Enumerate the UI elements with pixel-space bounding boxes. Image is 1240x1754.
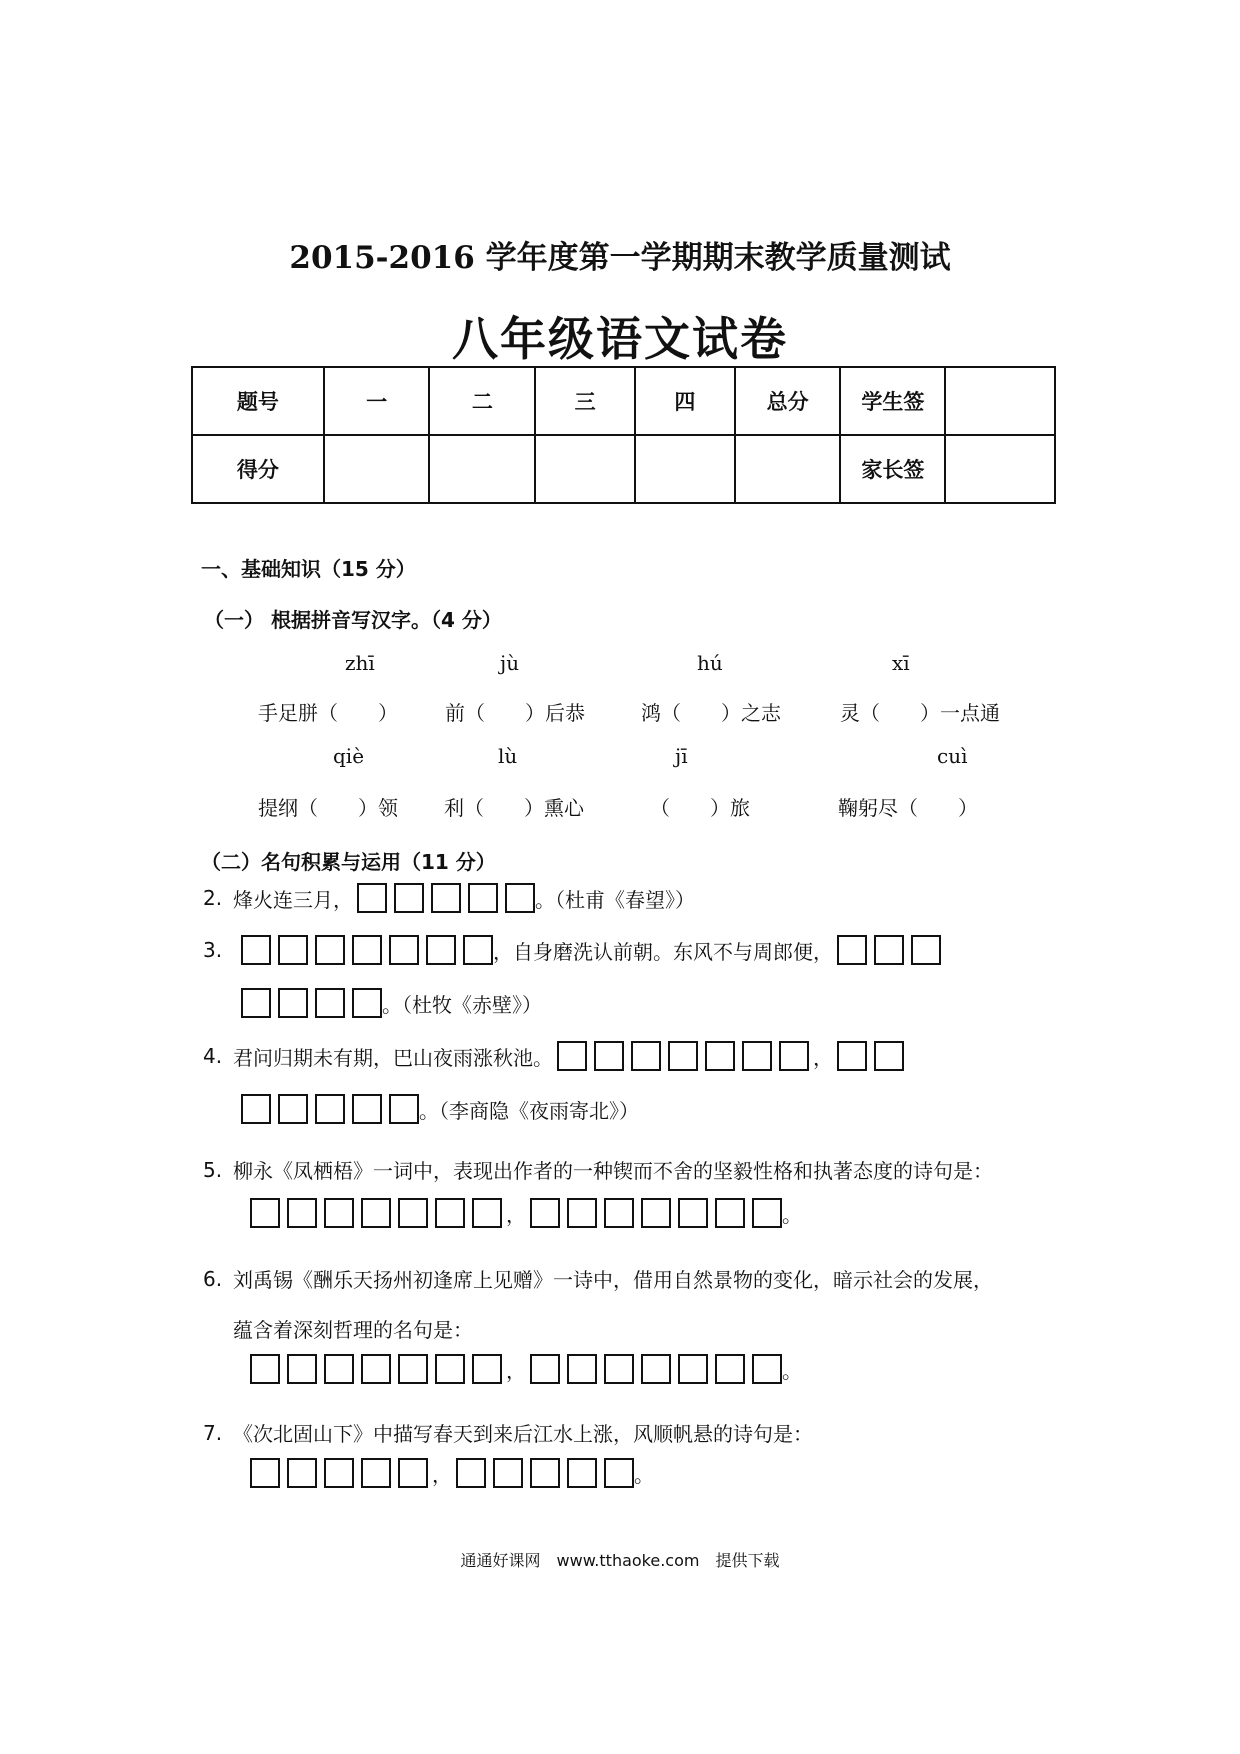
exam-title: 2015-2016 学年度第一学期期末教学质量测试 xyxy=(289,240,951,276)
answer-box[interactable] xyxy=(456,1458,486,1488)
answer-box[interactable] xyxy=(567,1354,597,1384)
score-table-row-header xyxy=(192,367,1055,435)
answer-box[interactable] xyxy=(324,1458,354,1488)
answer-box[interactable] xyxy=(361,1198,391,1228)
answer-box[interactable] xyxy=(435,1354,465,1384)
answer-boxes[interactable] xyxy=(250,1458,428,1488)
answer-box[interactable] xyxy=(315,988,345,1018)
question-text: 刘禹锡《酬乐天扬州初逢席上见赠》一诗中，借用自然景物的变化，暗示社会的发展， xyxy=(233,1268,993,1292)
answer-box[interactable] xyxy=(468,883,498,913)
question-number: 3. xyxy=(203,938,223,962)
idiom-blank[interactable]: 提纲（ ）领 xyxy=(258,796,398,820)
question-6-continued xyxy=(233,1314,473,1343)
answer-boxes[interactable] xyxy=(357,883,535,913)
answer-box[interactable] xyxy=(287,1458,317,1488)
answer-box[interactable] xyxy=(278,935,308,965)
pinyin: qiè xyxy=(333,744,365,768)
part-heading: （一） 根据拼音写汉字。（4 分） xyxy=(204,608,502,632)
comma: ， xyxy=(506,1358,526,1383)
answer-box[interactable] xyxy=(678,1198,708,1228)
answer-box[interactable] xyxy=(641,1198,671,1228)
score-table-row-score xyxy=(192,435,1055,503)
answer-box[interactable] xyxy=(874,935,904,965)
score-table xyxy=(191,366,1056,504)
answer-boxes[interactable] xyxy=(250,1198,502,1228)
answer-box[interactable] xyxy=(715,1198,745,1228)
answer-box[interactable] xyxy=(389,1094,419,1124)
idiom-blank[interactable]: 手足胼（ ） xyxy=(258,701,398,725)
answer-box[interactable] xyxy=(463,935,493,965)
idiom-blank[interactable]: 利（ ）熏心 xyxy=(444,796,584,820)
answer-box[interactable] xyxy=(530,1198,560,1228)
table-cell: 题号 xyxy=(192,367,324,435)
answer-box[interactable] xyxy=(352,1094,382,1124)
answer-boxes[interactable] xyxy=(530,1198,782,1228)
idiom-blank[interactable]: 鞠躬尽（ ） xyxy=(838,796,978,820)
answer-box[interactable] xyxy=(352,935,382,965)
pinyin: cuì xyxy=(937,744,968,768)
answer-box[interactable] xyxy=(287,1198,317,1228)
answer-boxes[interactable] xyxy=(241,988,382,1018)
answer-box[interactable] xyxy=(361,1458,391,1488)
answer-box[interactable] xyxy=(715,1354,745,1384)
question-text: 烽火连三月， xyxy=(233,887,353,912)
answer-box[interactable] xyxy=(398,1198,428,1228)
answer-box[interactable] xyxy=(241,935,271,965)
table-cell: 学生签 xyxy=(840,367,945,435)
question-text: ，自身磨洗认前朝。东风不与周郎便， xyxy=(493,939,833,964)
question-number: 5. xyxy=(203,1157,223,1182)
table-cell: 总分 xyxy=(735,367,841,435)
question-4-continued xyxy=(241,1094,639,1124)
question-text: 蕴含着深刻哲理的名句是： xyxy=(233,1318,473,1342)
answer-box[interactable] xyxy=(604,1198,634,1228)
answer-box[interactable] xyxy=(705,1041,735,1071)
exam-subtitle: 八年级语文试卷 xyxy=(452,312,788,366)
answer-box[interactable] xyxy=(505,883,535,913)
answer-box[interactable] xyxy=(278,1094,308,1124)
question-3-continued xyxy=(241,988,542,1018)
score-cell[interactable] xyxy=(735,435,841,503)
question-7-answer xyxy=(250,1458,654,1488)
table-cell: 得分 xyxy=(192,435,324,503)
answer-box[interactable] xyxy=(604,1354,634,1384)
period: 。 xyxy=(782,1358,802,1383)
answer-box[interactable] xyxy=(241,1094,271,1124)
question-text: 君问归期未有期，巴山夜雨涨秋池。 xyxy=(233,1045,553,1070)
pinyin: lù xyxy=(498,744,518,768)
answer-box[interactable] xyxy=(594,1041,624,1071)
answer-box[interactable] xyxy=(394,883,424,913)
answer-box[interactable] xyxy=(241,988,271,1018)
answer-box[interactable] xyxy=(398,1354,428,1384)
question-text: 《次北固山下》中描写春天到来后江水上涨，风顺帆悬的诗句是： xyxy=(233,1422,813,1446)
score-cell[interactable] xyxy=(535,435,635,503)
answer-box[interactable] xyxy=(398,1458,428,1488)
answer-box[interactable] xyxy=(530,1458,560,1488)
idiom-blank[interactable]: （ ）旅 xyxy=(650,796,750,820)
answer-box[interactable] xyxy=(911,935,941,965)
answer-box[interactable] xyxy=(752,1198,782,1228)
question-number: 2. xyxy=(203,886,223,910)
answer-box[interactable] xyxy=(557,1041,587,1071)
period: 。 xyxy=(634,1462,654,1487)
idiom-blank[interactable]: 灵（ ）一点通 xyxy=(840,701,1000,725)
answer-box[interactable] xyxy=(631,1041,661,1071)
answer-box[interactable] xyxy=(435,1198,465,1228)
answer-box[interactable] xyxy=(530,1354,560,1384)
answer-box[interactable] xyxy=(357,883,387,913)
question-6 xyxy=(203,1264,993,1293)
answer-box[interactable] xyxy=(324,1198,354,1228)
pinyin: jī xyxy=(675,744,688,768)
answer-box[interactable] xyxy=(641,1354,671,1384)
answer-boxes[interactable] xyxy=(530,1354,782,1384)
table-cell: 四 xyxy=(635,367,735,435)
answer-box[interactable] xyxy=(779,1041,809,1071)
question-text: 柳永《凤栖梧》一词中，表现出作者的一种锲而不舍的坚毅性格和执著态度的诗句是： xyxy=(233,1159,993,1183)
score-cell[interactable] xyxy=(324,435,430,503)
answer-boxes[interactable] xyxy=(241,1094,419,1124)
answer-boxes[interactable] xyxy=(456,1458,634,1488)
answer-box[interactable] xyxy=(837,1041,867,1071)
comma: ， xyxy=(506,1202,526,1227)
question-source: 。（杜甫《春望》） xyxy=(535,887,695,912)
page-footer: 通通好课网 www.tthaoke.com 提供下载 xyxy=(460,1551,780,1570)
pinyin: zhī xyxy=(345,651,375,675)
answer-box[interactable] xyxy=(567,1198,597,1228)
answer-box[interactable] xyxy=(361,1354,391,1384)
answer-box[interactable] xyxy=(431,883,461,913)
section-heading: 一、基础知识（15 分） xyxy=(201,557,416,581)
pinyin: jù xyxy=(500,651,520,675)
answer-box[interactable] xyxy=(678,1354,708,1384)
question-number: 6. xyxy=(203,1266,223,1291)
answer-box[interactable] xyxy=(567,1458,597,1488)
pinyin: xī xyxy=(892,651,910,675)
question-number: 4. xyxy=(203,1044,223,1068)
question-3 xyxy=(203,935,941,965)
answer-box[interactable] xyxy=(287,1354,317,1384)
answer-boxes[interactable] xyxy=(241,935,493,965)
answer-box[interactable] xyxy=(493,1458,523,1488)
answer-box[interactable] xyxy=(315,935,345,965)
answer-box[interactable] xyxy=(250,1198,280,1228)
score-cell[interactable] xyxy=(429,435,535,503)
answer-box[interactable] xyxy=(668,1041,698,1071)
answer-box[interactable] xyxy=(352,988,382,1018)
table-cell: 三 xyxy=(535,367,635,435)
idiom-blank[interactable]: 鸿（ ）之志 xyxy=(641,701,781,725)
answer-box[interactable] xyxy=(604,1458,634,1488)
answer-box[interactable] xyxy=(742,1041,772,1071)
table-cell: 二 xyxy=(429,367,535,435)
answer-box[interactable] xyxy=(837,935,867,965)
answer-box[interactable] xyxy=(752,1354,782,1384)
question-5 xyxy=(203,1155,993,1184)
question-6-answer xyxy=(250,1354,802,1384)
parent-signature-cell[interactable] xyxy=(945,435,1055,503)
table-cell: 家长签 xyxy=(840,435,945,503)
answer-boxes[interactable] xyxy=(250,1354,502,1384)
part-heading: （二）名句积累与运用（11 分） xyxy=(201,850,496,874)
answer-box[interactable] xyxy=(250,1458,280,1488)
answer-box[interactable] xyxy=(472,1354,502,1384)
answer-box[interactable] xyxy=(324,1354,354,1384)
answer-boxes[interactable] xyxy=(557,1041,809,1071)
comma: ， xyxy=(432,1462,452,1487)
question-7 xyxy=(203,1418,813,1447)
table-cell: 一 xyxy=(324,367,430,435)
answer-boxes[interactable] xyxy=(837,1041,904,1071)
idiom-blank[interactable]: 前（ ）后恭 xyxy=(445,701,585,725)
answer-box[interactable] xyxy=(389,935,419,965)
student-signature-cell[interactable] xyxy=(945,367,1055,435)
question-2 xyxy=(203,883,695,913)
period: 。 xyxy=(782,1202,802,1227)
answer-box[interactable] xyxy=(315,1094,345,1124)
question-source: 。（杜牧《赤壁》） xyxy=(382,992,542,1017)
answer-box[interactable] xyxy=(250,1354,280,1384)
question-number: 7. xyxy=(203,1420,223,1445)
question-5-answer xyxy=(250,1198,802,1228)
question-4 xyxy=(203,1041,904,1071)
answer-box[interactable] xyxy=(278,988,308,1018)
answer-box[interactable] xyxy=(874,1041,904,1071)
answer-box[interactable] xyxy=(426,935,456,965)
comma: ， xyxy=(813,1045,833,1070)
score-cell[interactable] xyxy=(635,435,735,503)
pinyin: hú xyxy=(697,651,723,675)
answer-box[interactable] xyxy=(472,1198,502,1228)
answer-boxes[interactable] xyxy=(837,935,941,965)
question-source: 。（李商隐《夜雨寄北》） xyxy=(419,1098,639,1123)
